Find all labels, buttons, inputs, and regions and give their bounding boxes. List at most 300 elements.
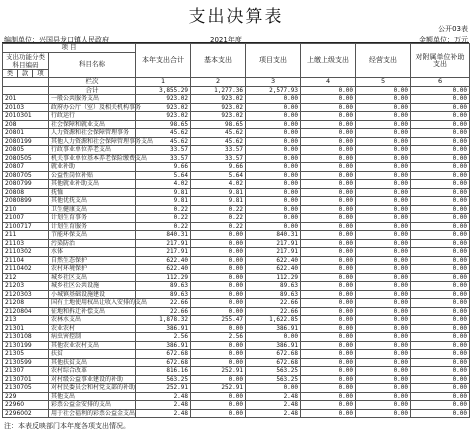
row-value: 0.00 xyxy=(191,231,246,240)
row-value: 622.40 xyxy=(136,265,191,274)
col-no: 2 xyxy=(191,78,246,87)
row-value: 0.00 xyxy=(246,171,301,180)
row-value: 0.00 xyxy=(356,256,411,265)
row-value: 0.00 xyxy=(191,409,246,418)
row-subject-name: 其他扶贫支出 xyxy=(49,358,136,367)
row-code: 2100717 xyxy=(3,222,49,231)
row-value: 0.00 xyxy=(246,197,301,206)
row-value: 622.40 xyxy=(136,256,191,265)
row-value: 0.00 xyxy=(301,197,356,206)
row-value: 0.00 xyxy=(301,392,356,401)
row-subject-name: 计划生育事务 xyxy=(49,214,136,223)
row-value: 0.00 xyxy=(356,112,411,121)
row-value: 0.00 xyxy=(356,146,411,155)
row-value: 0.00 xyxy=(301,248,356,257)
row-value: 22.66 xyxy=(136,299,191,308)
table-row xyxy=(3,214,470,223)
row-code: 2130108 xyxy=(3,333,49,342)
row-value: 0.00 xyxy=(191,299,246,308)
row-value: 0.00 xyxy=(246,222,301,231)
row-value: 0.00 xyxy=(411,358,470,367)
row-value: 0.00 xyxy=(301,375,356,384)
row-value: 33.57 xyxy=(191,146,246,155)
col-header-project: 项目支出 xyxy=(246,44,301,78)
row-value: 0.00 xyxy=(411,197,470,206)
col-no: 4 xyxy=(301,78,356,87)
row-value: 0.00 xyxy=(246,188,301,197)
table-row xyxy=(3,231,470,240)
row-value: 0.00 xyxy=(411,375,470,384)
row-value: 0.00 xyxy=(356,290,411,299)
row-value: 0.22 xyxy=(136,222,191,231)
row-value: 0.00 xyxy=(301,163,356,172)
row-value: 386.91 xyxy=(246,341,301,350)
row-value: 0.00 xyxy=(411,95,470,104)
col-header-business: 经营支出 xyxy=(356,44,411,78)
row-subject-name: 对村级公益事业建设的补助 xyxy=(49,375,136,384)
row-value: 0.00 xyxy=(356,171,411,180)
row-value: 923.02 xyxy=(191,112,246,121)
row-value: 0.22 xyxy=(136,214,191,223)
table-row xyxy=(3,265,470,274)
row-value: 0.00 xyxy=(191,265,246,274)
row-value: 0.00 xyxy=(356,324,411,333)
table-row xyxy=(3,333,470,342)
table-row xyxy=(3,95,470,104)
row-subject-name: 就业补助 xyxy=(49,163,136,172)
row-value: 0.00 xyxy=(301,273,356,282)
total-value: 3,855.29 xyxy=(136,86,191,95)
table-row xyxy=(3,146,470,155)
row-subject-name: 机关事业单位基本养老保险缴费支出 xyxy=(49,154,136,163)
row-value: 0.00 xyxy=(301,205,356,214)
row-value: 0.00 xyxy=(356,333,411,342)
row-value: 0.00 xyxy=(191,248,246,257)
row-code: 21307 xyxy=(3,367,49,376)
row-value: 22.66 xyxy=(136,307,191,316)
row-code: 2120303 xyxy=(3,290,49,299)
row-value: 112.29 xyxy=(246,273,301,282)
row-value: 0.00 xyxy=(411,367,470,376)
col-no-label: 栏次 xyxy=(49,78,136,87)
row-value: 217.91 xyxy=(136,248,191,257)
row-value: 0.00 xyxy=(191,239,246,248)
row-value: 0.00 xyxy=(191,290,246,299)
row-value: 217.91 xyxy=(246,248,301,257)
row-value: 0.00 xyxy=(411,112,470,121)
row-value: 0.00 xyxy=(356,214,411,223)
table-row xyxy=(3,316,470,325)
row-value: 0.00 xyxy=(301,265,356,274)
row-value: 0.00 xyxy=(301,154,356,163)
row-value: 0.00 xyxy=(411,256,470,265)
row-subject-name: 城乡社区公共设施 xyxy=(49,282,136,291)
expenditure-table xyxy=(2,43,470,418)
row-value: 840.31 xyxy=(136,231,191,240)
row-code: 21007 xyxy=(3,214,49,223)
col-no: 3 xyxy=(246,78,301,87)
row-subject-name: 国有土地使用权出让收入安排的支出 xyxy=(49,299,136,308)
row-subject-name: 农林水支出 xyxy=(49,316,136,325)
row-value: 923.02 xyxy=(191,95,246,104)
row-code: 2130199 xyxy=(3,341,49,350)
row-value: 0.00 xyxy=(356,95,411,104)
row-value: 0.00 xyxy=(411,163,470,172)
row-value: 923.02 xyxy=(136,95,191,104)
row-value: 0.00 xyxy=(411,137,470,146)
row-value: 0.00 xyxy=(301,299,356,308)
table-row xyxy=(3,129,470,138)
row-value: 0.00 xyxy=(356,316,411,325)
row-code: 21305 xyxy=(3,350,49,359)
row-value: 0.00 xyxy=(356,239,411,248)
row-value: 9.66 xyxy=(136,163,191,172)
row-value: 0.00 xyxy=(356,137,411,146)
row-value: 0.00 xyxy=(356,392,411,401)
row-subject-name: 农村综合改革 xyxy=(49,367,136,376)
row-code: 20805 xyxy=(3,146,49,155)
row-value: 0.00 xyxy=(356,120,411,129)
row-value: 0.00 xyxy=(356,384,411,393)
row-subject-name: 农业农村 xyxy=(49,324,136,333)
table-row xyxy=(3,222,470,231)
row-value: 2.48 xyxy=(246,401,301,410)
row-value: 45.62 xyxy=(191,129,246,138)
row-value: 0.00 xyxy=(411,214,470,223)
row-value: 0.00 xyxy=(356,197,411,206)
row-value: 0.00 xyxy=(301,95,356,104)
row-value: 0.00 xyxy=(301,146,356,155)
row-code: 201 xyxy=(3,95,49,104)
row-value: 0.00 xyxy=(356,231,411,240)
row-value: 0.00 xyxy=(411,171,470,180)
row-code: 22960 xyxy=(3,401,49,410)
code-group-header: 支出功能分类科目编码 xyxy=(3,52,49,69)
row-subject-name: 计划生育服务 xyxy=(49,222,136,231)
row-value: 840.31 xyxy=(246,231,301,240)
row-code: 20103 xyxy=(3,103,49,112)
row-value: 0.00 xyxy=(301,112,356,121)
year-label: 2021年度 xyxy=(210,36,242,44)
row-value: 0.22 xyxy=(191,214,246,223)
row-value: 0.00 xyxy=(411,316,470,325)
row-value: 0.00 xyxy=(301,222,356,231)
table-row xyxy=(3,350,470,359)
row-subject-name: 卫生健康支出 xyxy=(49,205,136,214)
row-value: 0.00 xyxy=(246,205,301,214)
row-value: 4.02 xyxy=(136,180,191,189)
row-subject-name: 公益性岗位补贴 xyxy=(49,171,136,180)
row-value: 0.00 xyxy=(301,384,356,393)
row-value: 386.91 xyxy=(136,324,191,333)
row-value: 5.64 xyxy=(191,171,246,180)
row-subject-name: 社会保障和就业支出 xyxy=(49,120,136,129)
row-value: 0.00 xyxy=(301,256,356,265)
table-row xyxy=(3,392,470,401)
row-value: 0.00 xyxy=(246,137,301,146)
row-value: 22.66 xyxy=(246,299,301,308)
xiang-header: 项 xyxy=(33,69,49,78)
table-row xyxy=(3,205,470,214)
col-header-upper: 上缴上级支出 xyxy=(301,44,356,78)
row-value: 0.00 xyxy=(411,180,470,189)
row-value: 622.40 xyxy=(246,256,301,265)
row-value: 0.00 xyxy=(411,231,470,240)
row-subject-name: 扶贫 xyxy=(49,350,136,359)
row-value: 923.02 xyxy=(191,103,246,112)
row-subject-name: 征地和拆迁补偿支出 xyxy=(49,307,136,316)
money-unit: 金额单位：万元 xyxy=(419,36,468,44)
total-row xyxy=(3,86,470,95)
row-code: 2080199 xyxy=(3,137,49,146)
table-row xyxy=(3,341,470,350)
lei-header: 类 xyxy=(3,69,18,78)
col-no: 5 xyxy=(356,78,411,87)
row-value: 0.00 xyxy=(301,231,356,240)
table-row xyxy=(3,273,470,282)
col-header-total: 本年支出合计 xyxy=(136,44,191,78)
row-code: 2010301 xyxy=(3,112,49,121)
row-value: 0.00 xyxy=(411,265,470,274)
row-value: 0.00 xyxy=(301,401,356,410)
row-value: 2.48 xyxy=(246,409,301,418)
row-value: 0.00 xyxy=(411,333,470,342)
row-subject-name: 水体 xyxy=(49,248,136,257)
row-value: 89.63 xyxy=(136,290,191,299)
table-row xyxy=(3,290,470,299)
row-code: 20807 xyxy=(3,163,49,172)
row-value: 0.00 xyxy=(301,239,356,248)
row-value: 252.91 xyxy=(191,384,246,393)
unit-label: 编制单位：兴国县龙口镇人民政府 xyxy=(4,36,109,44)
row-value: 0.00 xyxy=(301,333,356,342)
row-value: 0.00 xyxy=(411,146,470,155)
row-value: 0.00 xyxy=(356,409,411,418)
row-value: 0.00 xyxy=(301,214,356,223)
table-row xyxy=(3,188,470,197)
row-value: 0.00 xyxy=(301,282,356,291)
row-subject-name: 其他人力资源和社会保障管理事务支出 xyxy=(49,137,136,146)
row-value: 0.00 xyxy=(411,401,470,410)
row-value: 0.00 xyxy=(301,129,356,138)
row-value: 22.66 xyxy=(246,307,301,316)
total-value: 2,577.93 xyxy=(246,86,301,95)
row-value: 0.00 xyxy=(356,299,411,308)
row-subject-name: 其他就业补助支出 xyxy=(49,180,136,189)
row-value: 0.00 xyxy=(191,307,246,316)
row-subject-name: 一般公共服务支出 xyxy=(49,95,136,104)
total-value: 1,277.36 xyxy=(191,86,246,95)
row-value: 0.00 xyxy=(356,282,411,291)
row-value: 0.00 xyxy=(356,180,411,189)
row-value: 0.00 xyxy=(411,273,470,282)
row-value: 9.81 xyxy=(191,197,246,206)
table-row xyxy=(3,180,470,189)
row-value: 0.00 xyxy=(191,273,246,282)
table-row xyxy=(3,324,470,333)
row-value: 0.00 xyxy=(246,163,301,172)
row-value: 0.00 xyxy=(301,137,356,146)
row-code: 2130599 xyxy=(3,358,49,367)
row-code: 2110402 xyxy=(3,265,49,274)
row-value: 672.68 xyxy=(136,358,191,367)
row-value: 0.00 xyxy=(356,341,411,350)
table-row xyxy=(3,197,470,206)
row-value: 0.00 xyxy=(246,95,301,104)
row-value: 9.81 xyxy=(136,197,191,206)
col-header-basic: 基本支出 xyxy=(191,44,246,78)
row-code: 211 xyxy=(3,231,49,240)
project-header: 项 目 xyxy=(3,44,136,53)
row-value: 4.02 xyxy=(191,180,246,189)
row-value: 0.00 xyxy=(411,282,470,291)
total-value: 0.00 xyxy=(301,86,356,95)
row-value: 0.00 xyxy=(301,171,356,180)
row-code: 2080899 xyxy=(3,197,49,206)
row-value: 33.57 xyxy=(191,154,246,163)
row-value: 0.00 xyxy=(301,324,356,333)
row-value: 0.00 xyxy=(411,103,470,112)
row-value: 0.00 xyxy=(191,358,246,367)
row-code: 2110302 xyxy=(3,248,49,257)
row-value: 0.00 xyxy=(301,180,356,189)
row-code: 2296002 xyxy=(3,409,49,418)
row-value: 0.00 xyxy=(191,256,246,265)
row-subject-name: 人力资源和社会保障管理事务 xyxy=(49,129,136,138)
row-value: 0.00 xyxy=(356,163,411,172)
row-value: 0.00 xyxy=(246,103,301,112)
row-value: 2.48 xyxy=(246,392,301,401)
row-value: 0.00 xyxy=(246,112,301,121)
row-value: 0.00 xyxy=(356,307,411,316)
table-row xyxy=(3,112,470,121)
row-code: 2080799 xyxy=(3,180,49,189)
row-subject-name: 政府办公厅（室）及相关机构事务 xyxy=(49,103,136,112)
table-row xyxy=(3,282,470,291)
row-value: 45.62 xyxy=(136,137,191,146)
row-value: 0.00 xyxy=(301,341,356,350)
row-value: 9.81 xyxy=(136,188,191,197)
row-value: 0.00 xyxy=(356,222,411,231)
row-value: 0.00 xyxy=(411,392,470,401)
col-header-subsidy: 对附属单位补助支出 xyxy=(411,44,470,78)
row-subject-name: 自然生态保护 xyxy=(49,256,136,265)
row-value: 0.00 xyxy=(411,154,470,163)
row-code: 2120804 xyxy=(3,307,49,316)
row-value: 0.00 xyxy=(301,316,356,325)
row-value: 0.00 xyxy=(191,375,246,384)
row-code: 212 xyxy=(3,273,49,282)
row-value: 672.68 xyxy=(246,350,301,359)
row-value: 0.00 xyxy=(301,188,356,197)
row-value: 217.91 xyxy=(136,239,191,248)
row-value: 0.00 xyxy=(301,409,356,418)
table-row xyxy=(3,409,470,418)
row-value: 0.00 xyxy=(356,205,411,214)
row-code: 21208 xyxy=(3,299,49,308)
row-value: 0.00 xyxy=(356,367,411,376)
row-value: 0.22 xyxy=(191,222,246,231)
row-code: 213 xyxy=(3,316,49,325)
subject-name-header: 科目名称 xyxy=(49,52,136,78)
col-no: 1 xyxy=(136,78,191,87)
row-value: 672.68 xyxy=(136,350,191,359)
row-code: 21301 xyxy=(3,324,49,333)
row-subject-name: 行政事业单位养老支出 xyxy=(49,146,136,155)
row-value: 0.22 xyxy=(136,205,191,214)
row-value: 0.00 xyxy=(301,103,356,112)
row-value: 0.00 xyxy=(301,120,356,129)
row-subject-name: 污染防治 xyxy=(49,239,136,248)
row-value: 0.22 xyxy=(191,205,246,214)
row-value: 2.48 xyxy=(136,409,191,418)
row-code: 210 xyxy=(3,205,49,214)
row-code: 229 xyxy=(3,392,49,401)
row-value: 563.25 xyxy=(246,367,301,376)
row-value: 0.00 xyxy=(301,358,356,367)
row-value: 0.00 xyxy=(301,290,356,299)
col-no: 6 xyxy=(411,78,470,87)
row-value: 0.00 xyxy=(411,299,470,308)
form-number: 公开03表 xyxy=(438,25,468,33)
row-value: 0.00 xyxy=(301,367,356,376)
table-row xyxy=(3,256,470,265)
row-value: 622.40 xyxy=(246,265,301,274)
row-subject-name: 其他优抚支出 xyxy=(49,197,136,206)
table-row xyxy=(3,401,470,410)
row-value: 0.00 xyxy=(191,401,246,410)
row-value: 0.00 xyxy=(411,290,470,299)
table-row xyxy=(3,299,470,308)
row-subject-name: 城乡社区支出 xyxy=(49,273,136,282)
row-value: 0.00 xyxy=(356,401,411,410)
row-value: 1,878.32 xyxy=(136,316,191,325)
row-value: 255.47 xyxy=(191,316,246,325)
row-subject-name: 用于社会福利的彩票公益金支出 xyxy=(49,409,136,418)
row-code: 2130701 xyxy=(3,375,49,384)
row-value: 9.66 xyxy=(191,163,246,172)
row-value: 2.48 xyxy=(136,401,191,410)
row-value: 0.00 xyxy=(356,350,411,359)
table-row xyxy=(3,307,470,316)
row-value: 1,622.85 xyxy=(246,316,301,325)
total-value: 0.00 xyxy=(411,86,470,95)
row-subject-name: 病虫害控制 xyxy=(49,333,136,342)
row-value: 0.00 xyxy=(356,103,411,112)
row-code: 20808 xyxy=(3,188,49,197)
row-value: 0.00 xyxy=(246,129,301,138)
row-value: 0.00 xyxy=(301,307,356,316)
row-value: 0.00 xyxy=(356,358,411,367)
row-value: 89.63 xyxy=(246,282,301,291)
row-value: 98.65 xyxy=(136,120,191,129)
row-value: 0.00 xyxy=(411,239,470,248)
row-value: 2.56 xyxy=(191,333,246,342)
row-subject-name: 彩票公益金安排的支出 xyxy=(49,401,136,410)
row-value: 563.25 xyxy=(246,375,301,384)
row-value: 0.00 xyxy=(411,188,470,197)
row-value: 98.65 xyxy=(191,120,246,129)
row-value: 0.00 xyxy=(246,154,301,163)
kuan-header: 款 xyxy=(18,69,33,78)
row-value: 0.00 xyxy=(356,188,411,197)
table-row xyxy=(3,163,470,172)
row-value: 0.00 xyxy=(411,324,470,333)
table-row xyxy=(3,120,470,129)
row-value: 217.91 xyxy=(246,239,301,248)
table-row xyxy=(3,375,470,384)
row-value: 89.63 xyxy=(246,290,301,299)
